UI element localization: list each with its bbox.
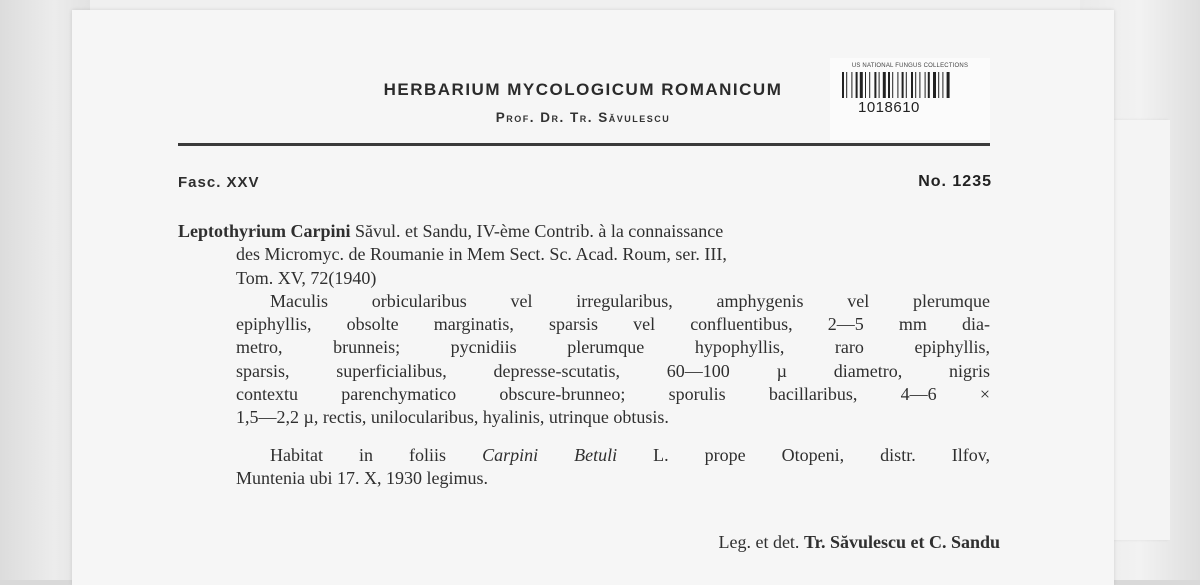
- barcode-bar: [925, 72, 926, 98]
- collectors-prefix: Leg. et det.: [718, 532, 800, 552]
- habitat-note: [178, 444, 990, 491]
- barcode-bar: [938, 72, 939, 98]
- citation-line-2: des Micromyc. de Roumanie in Mem Sect. Sc. Acad. Roum, ser. III,: [236, 244, 727, 265]
- label-header: [348, 80, 818, 125]
- barcode-caption: US NATIONAL FUNGUS COLLECTIONS: [851, 63, 969, 69]
- habitat-line-2: Muntenia ubi 17. X, 1930 legimus.: [236, 467, 488, 488]
- specimen-number: No. 1235: [918, 173, 992, 190]
- barcode-bar: [869, 72, 870, 98]
- barcode-bar: [860, 72, 863, 98]
- description-line: Maculis orbicularibus vel irregularibus, amphygenis vel plerumque: [270, 290, 990, 311]
- barcode-sticker: [830, 58, 990, 140]
- citation-line-3: Tom. XV, 72(1940): [236, 267, 377, 288]
- barcode-bar: [902, 72, 904, 98]
- barcode-bar: [942, 72, 943, 98]
- species-line: [178, 220, 990, 243]
- barcode-icon: [842, 72, 978, 98]
- collector-names: Tr. Săvulescu et C. Sandu: [803, 532, 1000, 552]
- habitat-prefix: Habitat in foliis: [270, 444, 447, 465]
- description-line: metro, brunneis; pycnidiis plerumque hypophyllis, raro epiphyllis,: [236, 337, 990, 358]
- barcode-number: 1018610: [858, 99, 920, 116]
- specimen-description: [178, 220, 990, 490]
- barcode-bar: [947, 72, 950, 98]
- barcode-bar: [865, 72, 866, 98]
- species-name: Leptothyrium Carpini: [178, 221, 351, 241]
- barcode-bar: [879, 72, 880, 98]
- description-line: 1,5—2,2 µ, rectis, unilocularibus, hyalinis, utrinque obtusis.: [236, 407, 669, 428]
- collectors-line: [718, 532, 1000, 553]
- barcode-bar: [874, 72, 876, 98]
- barcode-bar: [906, 72, 907, 98]
- herbarium-label: [72, 10, 1114, 585]
- herbarium-title: HERBARIUM MYCOLOGICUM ROMANICUM: [383, 80, 783, 99]
- barcode-bar: [888, 72, 890, 98]
- barcode-bar: [842, 72, 844, 98]
- barcode-bar: [915, 72, 916, 98]
- barcode-bar: [856, 72, 858, 98]
- barcode-bar: [883, 72, 886, 98]
- barcode-bar: [846, 72, 847, 98]
- host-name: Carpini Betuli: [482, 444, 618, 465]
- barcode-bar: [892, 72, 893, 98]
- barcode-bar: [919, 72, 920, 98]
- barcode-bar: [911, 72, 913, 98]
- fascicle-label: Fasc. XXV: [178, 174, 260, 191]
- habitat-suffix: L. prope Otopeni, distr. Ilfov,: [653, 444, 991, 465]
- citation-line-1: Săvul. et Sandu, IV-ème Contrib. à la connaissance: [355, 221, 724, 241]
- description-line: sparsis, superficialibus, depresse-scutatis, 60—100 µ diametro, nigris: [236, 360, 990, 381]
- herbarium-curator: Prof. Dr. Tr. Săvulescu: [495, 110, 671, 125]
- description-line: contextu parenchymatico obscure-brunneo; sporulis bacillaribus, 4—6 ×: [236, 384, 990, 405]
- description-line: epiphyllis, obsolte marginatis, sparsis vel confluentibus, 2—5 mm dia-: [236, 314, 990, 335]
- barcode-bar: [897, 72, 898, 98]
- header-divider: [178, 143, 990, 146]
- latin-description: [178, 290, 990, 430]
- barcode-bar: [851, 72, 852, 98]
- barcode-bar: [928, 72, 930, 98]
- barcode-bar: [933, 72, 936, 98]
- habitat-line-1: [236, 444, 990, 467]
